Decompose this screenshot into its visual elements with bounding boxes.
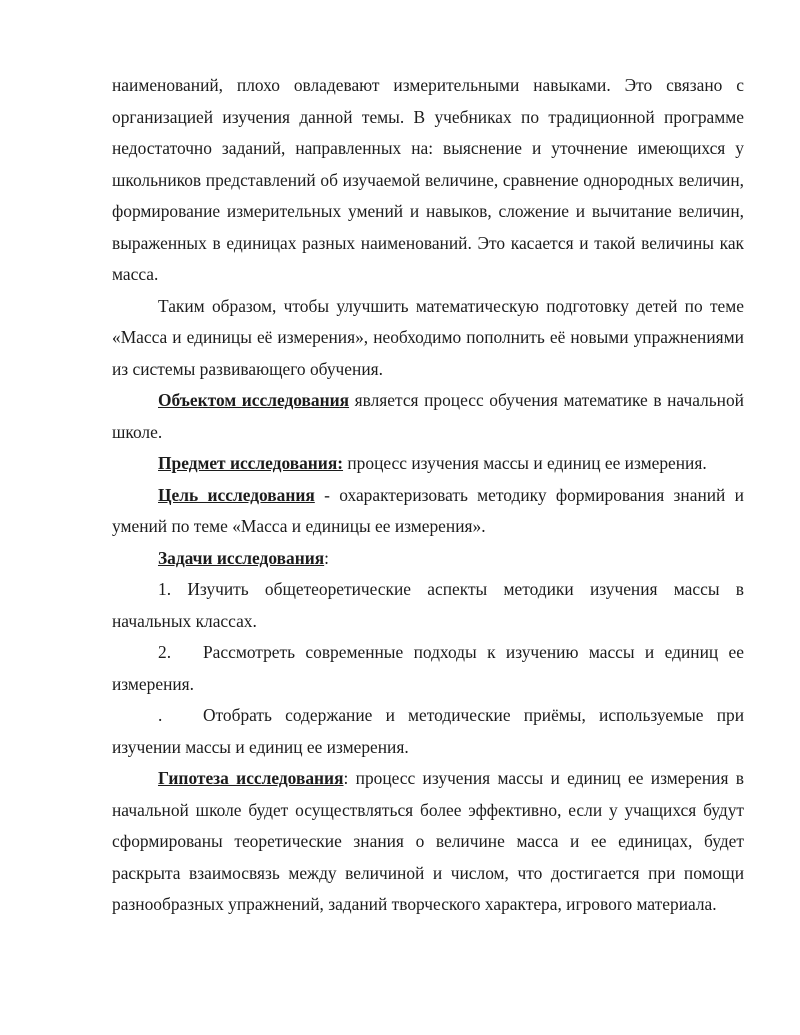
research-object-term: Объектом исследования [158,390,350,410]
research-subject-term: Предмет исследования: [158,453,344,473]
research-goal-text: - охарактеризовать методику формирования знаний и умений по теме «Масса и единицы ее измерения». [112,484,744,536]
paragraph-measurement-skills: наименований, плохо овладевают измерительными навыками. Это связано с организацией изучения данной темы. В учебниках по традиционной программе недостаточно заданий, направленных на: выяснение и уточнение имеющихся у школьников представлений об изучаемой величине, сравнение однородных величин, формирование измерительных умений и навыков, сложение и вычитание величин, выраженных в единицах разных наименований. Это касается и такой величины как масса. [112,75,744,284]
research-tasks-heading [112,543,744,575]
research-object-text: является процесс обучения математике в начальной школе. [112,390,744,442]
research-tasks-term: Задачи исследования [158,547,325,568]
task-item-number: 1. [158,579,172,599]
task-item-number: 2. [158,642,172,662]
task-item-text: Изучить общетеоретические аспекты методики изучения массы в начальных классах. [112,579,744,631]
task-item-number: . [158,705,163,725]
document-page [112,70,744,921]
research-goal [112,480,744,543]
task-item-3 [112,700,744,763]
paragraph-conclusion: Таким образом, чтобы улучшить математическую подготовку детей по теме «Масса и единицы её измерения», необходимо пополнить её новыми упражнениями из системы развивающего обучения. [112,295,744,379]
task-item-2 [112,637,744,700]
research-hypothesis-term: Гипотеза исследования [158,768,344,788]
task-item-text: Рассмотреть современные подходы к изучению массы и единиц ее измерения. [112,642,744,694]
research-goal-term: Цель исследования [158,484,315,505]
task-item-1 [112,574,744,637]
task-item-text: Отобрать содержание и методические приёмы, используемые при изучении массы и единиц ее измерения. [112,705,744,757]
research-tasks-suffix: : [324,547,329,568]
research-object [112,385,744,448]
research-hypothesis-text: : процесс изучения массы и единиц ее измерения в начальной школе будет осуществляться более эффективно, если у учащихся будут сформированы теоретические знания о величине масса и ее единицах, будет раскрыта взаимосвязь между величиной и числом, что достигается при помощи разнообразных упражнений, заданий творческого характера, игрового материала. [112,768,745,914]
research-subject-text: процесс изучения массы и единиц ее измерения. [343,453,707,473]
research-hypothesis [112,763,744,921]
research-subject [112,448,744,480]
